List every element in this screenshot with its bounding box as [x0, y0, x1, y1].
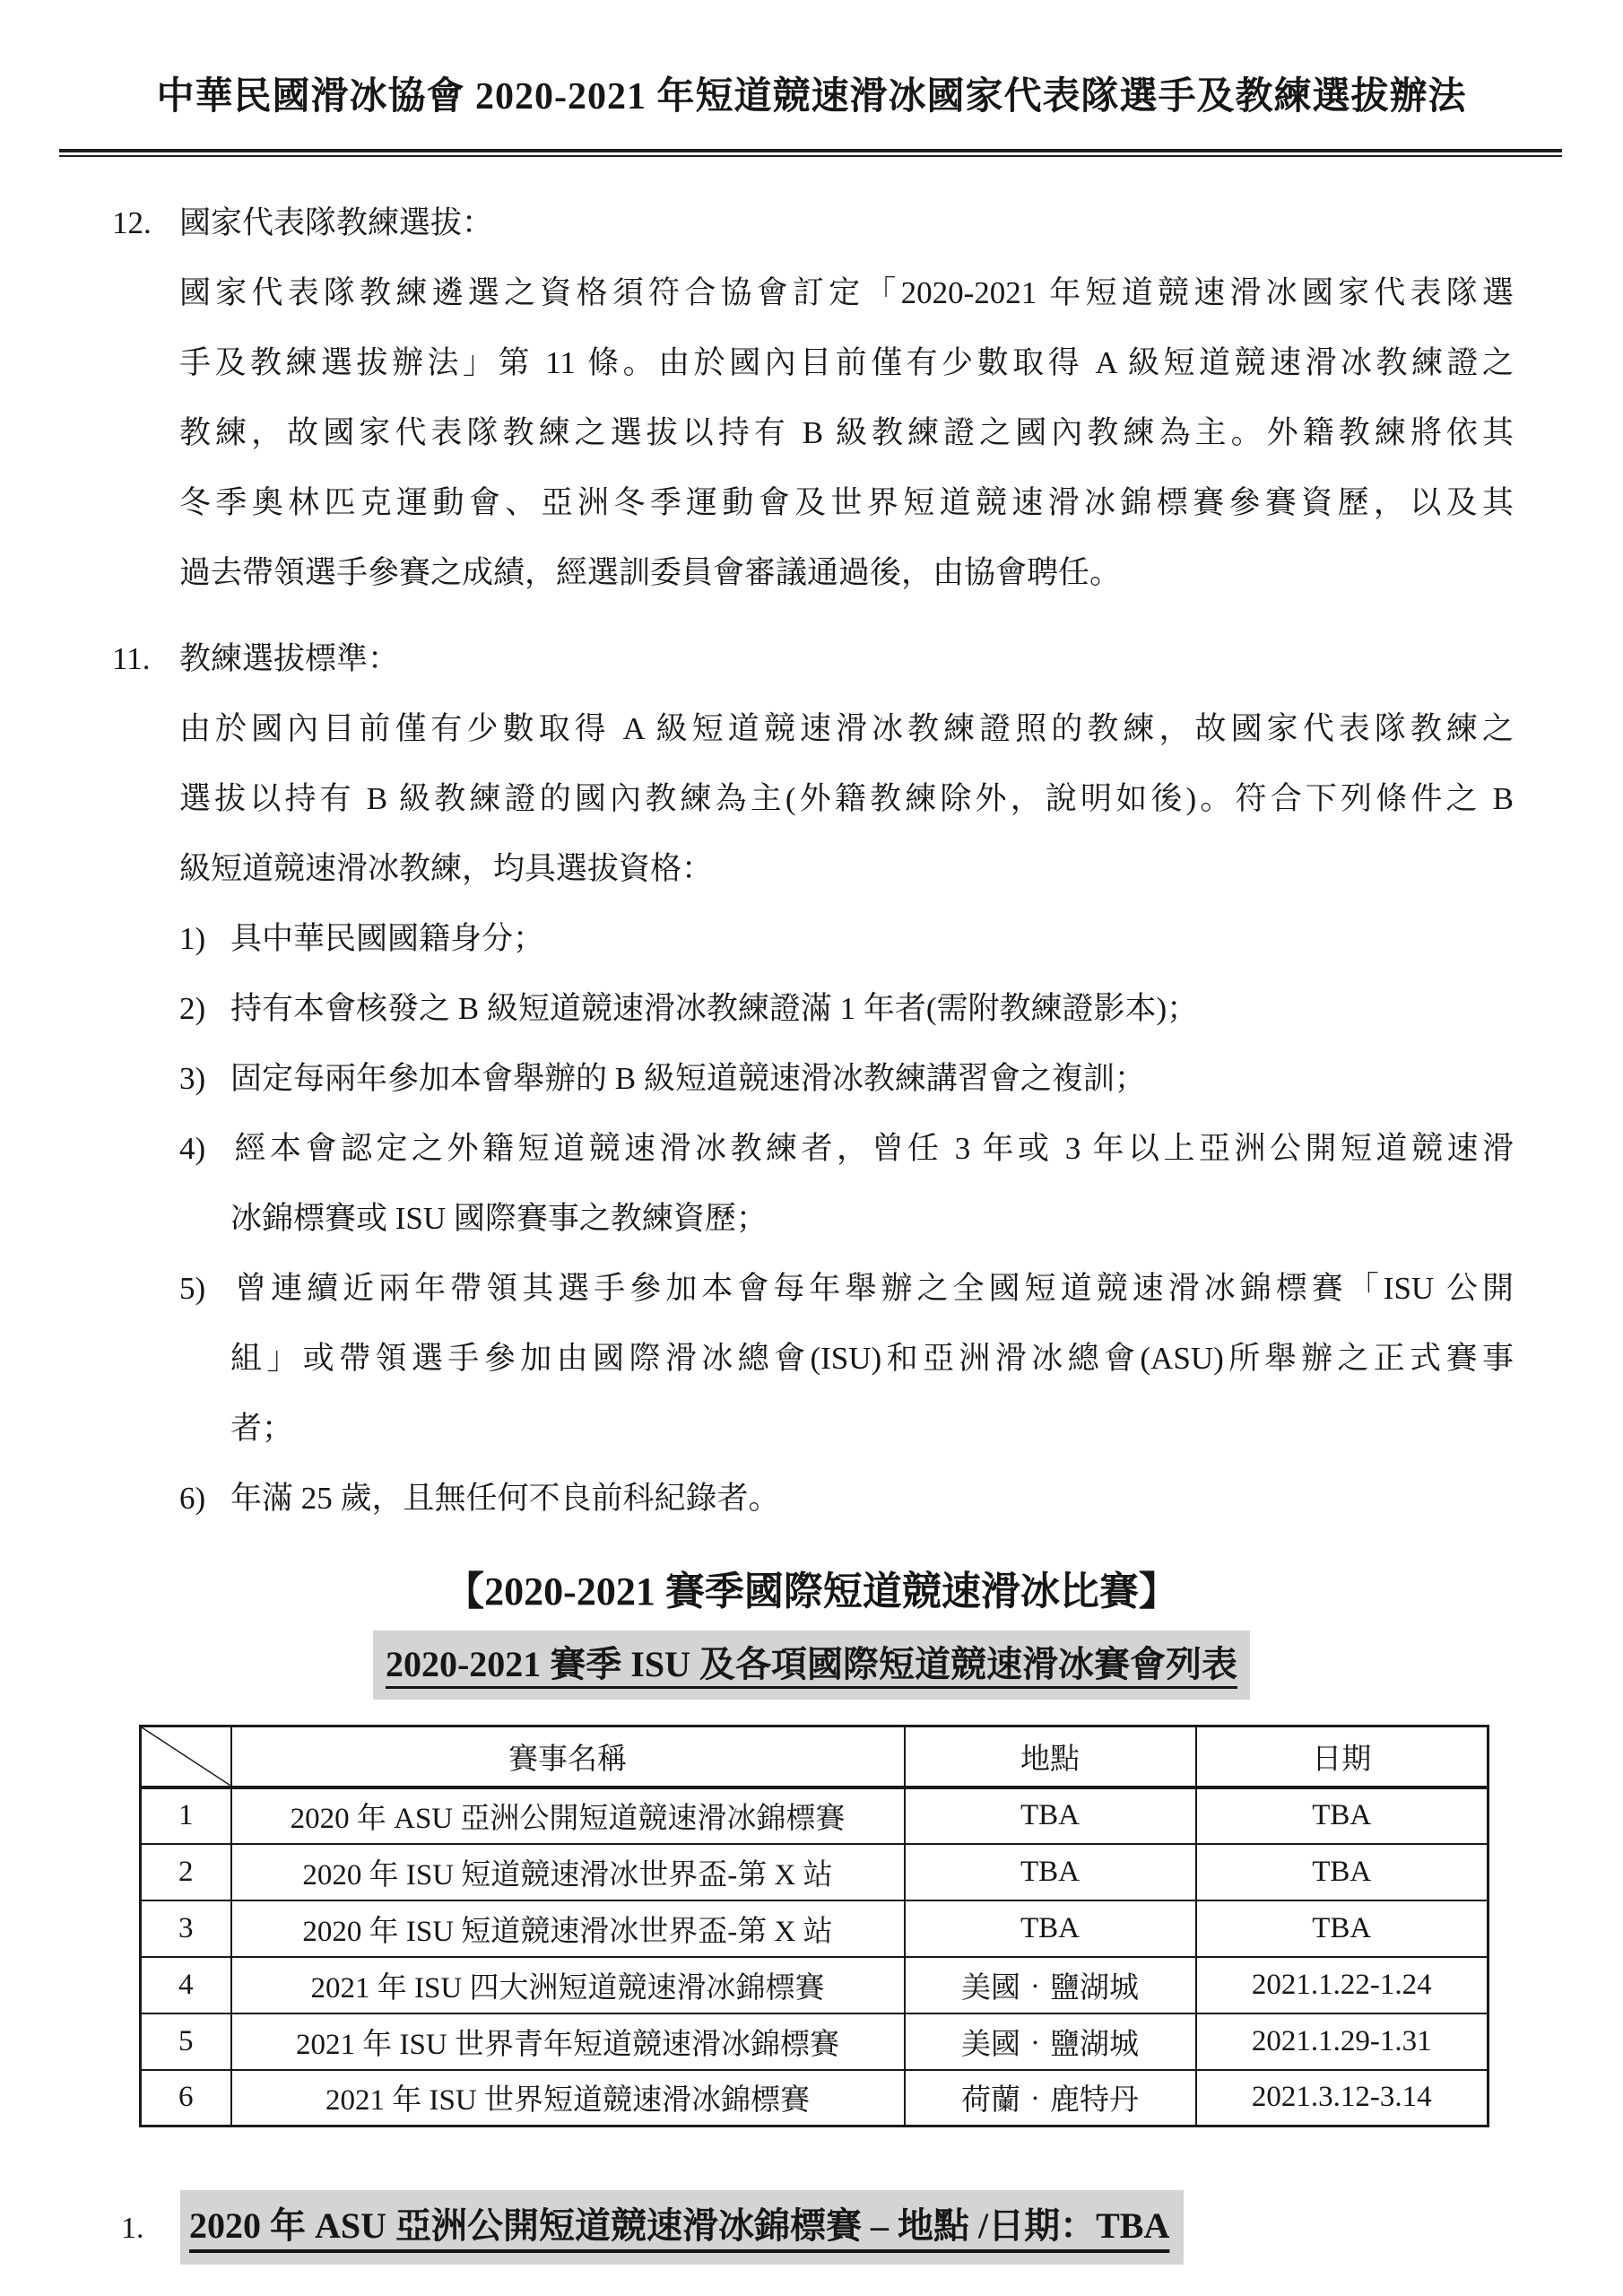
- event-name: 2021 年 ISU 世界短道競速滑冰錦標賽: [231, 2070, 905, 2126]
- item-number: 3): [179, 1061, 206, 1096]
- event-location: TBA: [905, 1900, 1196, 1957]
- title-divider-rule: [59, 149, 1562, 157]
- event-name: 2020 年 ISU 短道競速滑冰世界盃-第 X 站: [231, 1900, 905, 1957]
- paragraph-line: 由於國內目前僅有少數取得 A 級短道競速滑冰教練證照的教練，故國家代表隊教練之: [179, 711, 1514, 746]
- list-item-2: [179, 974, 1514, 1044]
- section-number: 11.: [112, 641, 151, 676]
- competition-table: [139, 1725, 1489, 2127]
- item-number: 4): [179, 1131, 206, 1166]
- list-item-5: [179, 1254, 1514, 1324]
- section-title: 教練選拔標準：: [179, 641, 400, 676]
- competition-list-heading-row: [0, 1631, 1623, 1700]
- section-title: 國家代表隊教練選拔：: [179, 205, 494, 240]
- event-name: 2020 年 ASU 亞洲公開短道競速滑冰錦標賽: [231, 1787, 905, 1844]
- item-number: 5): [179, 1271, 206, 1306]
- row-number: 6: [141, 2070, 231, 2126]
- paragraph-line: 教練，故國家代表隊教練之選拔以持有 B 級教練證之國內教練為主。外籍教練將依其: [179, 415, 1514, 450]
- event-location: 美國‧鹽湖城: [905, 1957, 1196, 2013]
- table-row: [141, 1787, 1488, 1844]
- table-row: [141, 1957, 1488, 2013]
- event-date: TBA: [1196, 1900, 1488, 1957]
- section-11-heading: [112, 624, 1514, 694]
- list-item-6: [179, 1464, 1514, 1534]
- competition-list-heading: 2020-2021 賽季 ISU 及各項國際短道競速滑冰賽會列表: [373, 1631, 1250, 1700]
- list-item-4-continued: 冰錦標賽或 ISU 國際賽事之教練資歷；: [230, 1201, 768, 1236]
- event-name: 2021 年 ISU 世界青年短道競速滑冰錦標賽: [231, 2013, 905, 2070]
- row-number: 1: [141, 1787, 231, 1844]
- list-item-1: [179, 904, 1514, 974]
- table-row: [141, 1844, 1488, 1900]
- event-location: TBA: [905, 1787, 1196, 1844]
- paragraph-line: 冬季奧林匹克運動會、亞洲冬季運動會及世界短道競速滑冰錦標賽參賽資歷，以及其: [179, 485, 1514, 520]
- item-text: 曾連續近兩年帶領其選手參加本會每年舉辦之全國短道競速滑冰錦標賽「ISU 公開: [230, 1271, 1514, 1306]
- table-row: [141, 2013, 1488, 2070]
- event-date: 2021.3.12-3.14: [1196, 2070, 1488, 2126]
- item-text: 持有本會核發之 B 級短道競速滑冰教練證滿 1 年者(需附教練證影本)；: [230, 991, 1199, 1026]
- diagonal-line: [142, 1727, 230, 1786]
- table-corner-cell: [141, 1726, 231, 1787]
- footer-item-highlighted-text: 2020 年 ASU 亞洲公開短道競速滑冰錦標賽 – 地點 /日期：TBA: [180, 2190, 1184, 2265]
- column-header-location: 地點: [905, 1726, 1196, 1787]
- item-number: 2): [179, 991, 206, 1026]
- event-date: 2021.1.22-1.24: [1196, 1957, 1488, 2013]
- row-number: 4: [141, 1957, 231, 2013]
- column-header-date: 日期: [1196, 1726, 1488, 1787]
- document-body: [112, 188, 1514, 1534]
- event-location: TBA: [905, 1844, 1196, 1900]
- season-section-heading: 【2020-2021 賽季國際短道競速滑冰比賽】: [445, 1570, 1178, 1613]
- section-12-heading: [112, 188, 1514, 258]
- section-number: 12.: [112, 205, 152, 240]
- event-name: 2021 年 ISU 四大洲短道競速滑冰錦標賽: [231, 1957, 905, 2013]
- table-row: [141, 1900, 1488, 1957]
- paragraph-line: 國家代表隊教練遴選之資格須符合協會訂定「2020-2021 年短道競速滑冰國家代表隊選: [179, 275, 1514, 310]
- table-header-row: [141, 1726, 1488, 1787]
- row-number: 5: [141, 2013, 231, 2070]
- footer-numbered-item: [121, 2190, 1184, 2265]
- event-date: TBA: [1196, 1787, 1488, 1844]
- item-number: 6): [179, 1481, 206, 1516]
- column-header-event: 賽事名稱: [231, 1726, 905, 1787]
- event-date: 2021.1.29-1.31: [1196, 2013, 1488, 2070]
- item-text: 經本會認定之外籍短道競速滑冰教練者，曾任 3 年或 3 年以上亞洲公開短道競速滑: [230, 1131, 1514, 1166]
- list-item-5-continued: 者；: [230, 1411, 294, 1446]
- document-title: 中華民國滑冰協會 2020-2021 年短道競速滑冰國家代表隊選手及教練選拔辦法: [156, 76, 1467, 117]
- item-text: 固定每兩年參加本會舉辦的 B 級短道競速滑冰教練講習會之複訓；: [230, 1061, 1146, 1096]
- list-item-4: [179, 1114, 1514, 1184]
- row-number: 2: [141, 1844, 231, 1900]
- item-number: 1): [179, 921, 206, 956]
- paragraph-line: 過去帶領選手參賽之成績，經選訓委員會審議通過後，由協會聘任。: [179, 555, 1122, 590]
- list-item-3: [179, 1044, 1514, 1114]
- item-text: 年滿 25 歲，且無任何不良前科紀錄者。: [230, 1481, 780, 1516]
- item-text: 具中華民國國籍身分；: [230, 921, 545, 956]
- paragraph-line: 選拔以持有 B 級教練證的國內教練為主(外籍教練除外，說明如後)。符合下列條件之 B: [179, 781, 1514, 816]
- paragraph-line: 級短道競速滑冰教練，均具選拔資格：: [179, 851, 714, 886]
- event-location: 美國‧鹽湖城: [905, 2013, 1196, 2070]
- event-location: 荷蘭‧鹿特丹: [905, 2070, 1196, 2126]
- event-date: TBA: [1196, 1844, 1488, 1900]
- table-row: [141, 2070, 1488, 2126]
- paragraph-line: 手及教練選拔辦法」第 11 條。由於國內目前僅有少數取得 A 級短道競速滑冰教練證之: [179, 345, 1514, 380]
- event-name: 2020 年 ISU 短道競速滑冰世界盃-第 X 站: [231, 1844, 905, 1900]
- footer-item-number: 1.: [121, 2212, 144, 2245]
- list-item-5-continued: 組」或帶領選手參加由國際滑冰總會(ISU)和亞洲滑冰總會(ASU)所舉辦之正式賽事: [230, 1341, 1514, 1376]
- row-number: 3: [141, 1900, 231, 1957]
